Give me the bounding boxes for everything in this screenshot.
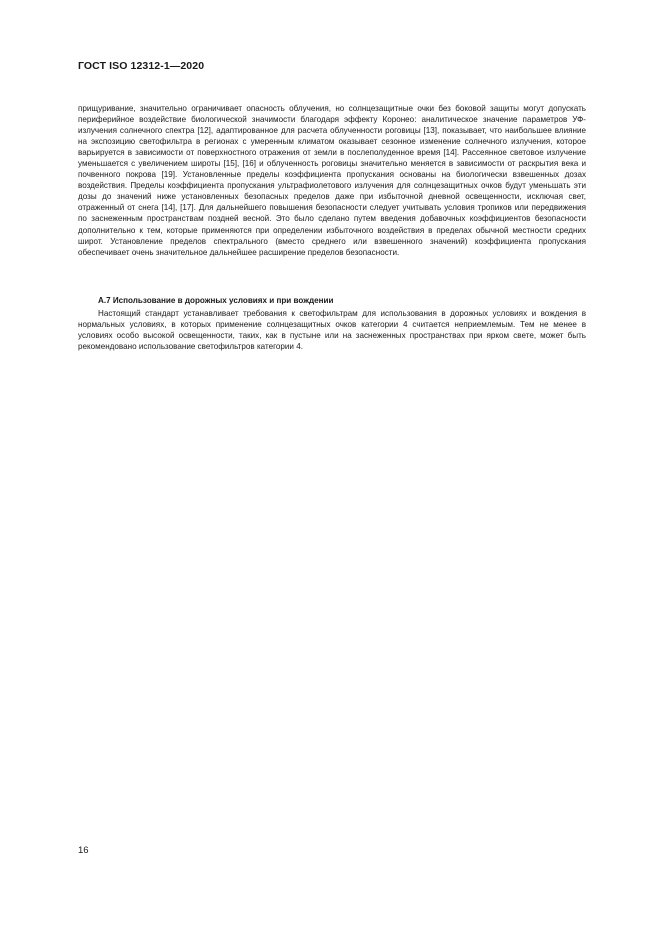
section-a7-text-block bbox=[78, 308, 586, 352]
paragraph-continuation: прищуривание, значительно ограничивает опасность облучения, но солнцезащитные очки без боковой защиты могут допускать периферийное воздействие биологической значимости благодаря эффекту Коронео: аналитическое значение параметров УФ-излучения солнечного спектра [12], адаптированное для расчета облученности роговицы [13], показывает, что наибольшее влияние на экспозицию светофильтра в регионах с умеренным климатом оказывает сезонное изменение солнечного излучения, которое варьируется в зависимости от поверхностного отражения от земли в послеполуденное время [14]. Рассеянное световое излучение уменьшается с увеличением широты [15], [16] и облученность роговицы значительно меняется в зависимости от раскрытия века и почвенного покрова [19]. Установленные пределы коэффициента пропускания основаны на биологически взвешенных дозах воздействия. Пределы коэффициента пропускания ультрафиолетового излучения для солнцезащитных очков будут уменьшать эти дозы до значений ниже установленных безопасных пределов даже при избыточной дневной освещенности, исключая свет, отраженный от снега [14], [17]. Для дальнейшего повышения безопасности следует учитывать условия тропиков или передвижения по заснеженным пространствам поздней весной. Это было сделано путем введения добавочных коэффициентов безопасности дополнительно к тем, которые применяются при определении избыточного воздействия в пределах обычной местности средних широт. Установление пределов спектрального (вместо среднего или взвешенного значений) коэффициента пропускания обеспечивает очень значительное дальнейшее расширение пределов безопасности. bbox=[78, 104, 586, 257]
page-number: 16 bbox=[78, 845, 89, 856]
section-heading-a7: А.7 Использование в дорожных условиях и при вождении bbox=[98, 296, 334, 305]
paragraph-section-a7: Настоящий стандарт устанавливает требования к светофильтрам для использования в дорожных условиях и вождения в нормальных условиях, в которых применение солнцезащитных очков категории 4 считается неприемлемым. Тем не менее в условиях особо высокой освещенности, таких, как в пустыне или на заснеженных пространствах при ярком свете, может быть рекомендовано использование светофильтров категории 4. bbox=[78, 309, 586, 352]
document-header: ГОСТ ISO 12312-1—2020 bbox=[78, 60, 205, 72]
body-text-block bbox=[78, 103, 586, 258]
